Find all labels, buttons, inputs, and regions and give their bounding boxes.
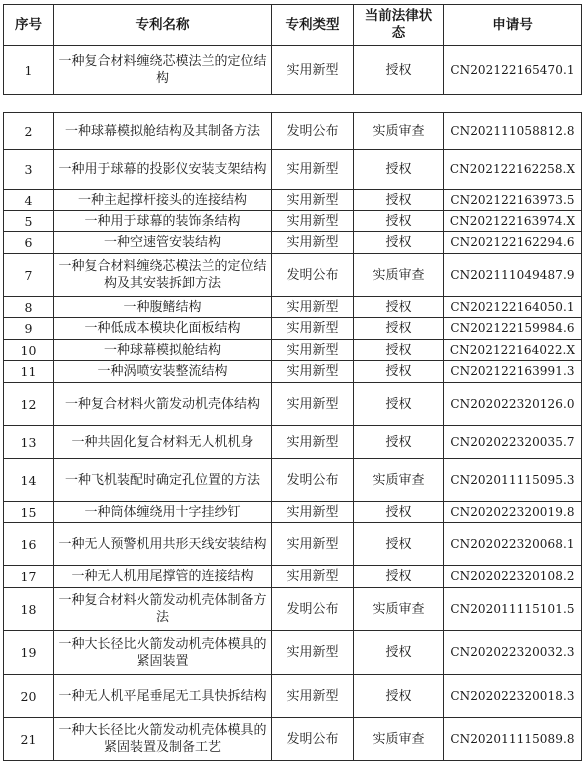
row-patent-name: 一种球幕模拟舱结构及其制备方法	[54, 113, 272, 150]
row-patent-type: 实用新型	[272, 232, 354, 254]
row-patent-type: 实用新型	[272, 340, 354, 361]
row-application-number: CN202111049487.9	[444, 254, 582, 297]
row-index: 4	[4, 190, 54, 211]
row-application-number: CN202022320108.2	[444, 566, 582, 588]
header-patent-type: 专利类型	[272, 5, 354, 46]
row-legal-status: 实质审查	[354, 459, 444, 502]
row-application-number: CN202122163974.X	[444, 211, 582, 232]
table-row	[4, 254, 582, 297]
row-application-number: CN202122162294.6	[444, 232, 582, 254]
table-row	[4, 361, 582, 383]
table-row	[4, 426, 582, 459]
row-index: 12	[4, 383, 54, 426]
row-patent-name: 一种无人机平尾垂尾无工具快拆结构	[54, 675, 272, 718]
row-index: 5	[4, 211, 54, 232]
row-patent-name: 一种球幕模拟舱结构	[54, 340, 272, 361]
row-patent-type: 实用新型	[272, 46, 354, 95]
row-legal-status: 授权	[354, 340, 444, 361]
table-row	[4, 46, 582, 95]
table-row	[4, 232, 582, 254]
row-application-number: CN202011115095.3	[444, 459, 582, 502]
row-patent-name: 一种涡喷安装整流结构	[54, 361, 272, 383]
table-header-row	[4, 5, 582, 46]
row-patent-name: 一种复合材料缠绕芯模法兰的定位结构及其安装拆卸方法	[54, 254, 272, 297]
row-patent-type: 实用新型	[272, 523, 354, 566]
row-application-number: CN202022320018.3	[444, 675, 582, 718]
table-row	[4, 566, 582, 588]
row-legal-status: 实质审查	[354, 588, 444, 631]
row-application-number: CN202022320068.1	[444, 523, 582, 566]
row-patent-name: 一种复合材料缠绕芯模法兰的定位结构	[54, 46, 272, 95]
row-legal-status: 授权	[354, 566, 444, 588]
row-patent-name: 一种空速管安装结构	[54, 232, 272, 254]
row-index: 1	[4, 46, 54, 95]
table-row	[4, 211, 582, 232]
row-legal-status: 授权	[354, 361, 444, 383]
row-patent-type: 发明公布	[272, 113, 354, 150]
row-legal-status: 授权	[354, 190, 444, 211]
row-patent-name: 一种大长径比火箭发动机壳体模具的紧固装置及制备工艺	[54, 718, 272, 761]
row-patent-name: 一种用于球幕的投影仪安装支架结构	[54, 150, 272, 190]
row-patent-name: 一种用于球幕的装饰条结构	[54, 211, 272, 232]
table-row	[4, 718, 582, 761]
row-patent-type: 发明公布	[272, 254, 354, 297]
row-patent-type: 实用新型	[272, 190, 354, 211]
row-patent-name: 一种筒体缠绕用十字挂纱钉	[54, 502, 272, 523]
row-index: 3	[4, 150, 54, 190]
row-index: 16	[4, 523, 54, 566]
row-index: 19	[4, 631, 54, 675]
row-patent-type: 发明公布	[272, 588, 354, 631]
table-row	[4, 340, 582, 361]
row-patent-name: 一种主起撑杆接头的连接结构	[54, 190, 272, 211]
table-row	[4, 190, 582, 211]
row-legal-status: 授权	[354, 426, 444, 459]
row-legal-status: 授权	[354, 150, 444, 190]
row-index: 9	[4, 318, 54, 340]
row-index: 11	[4, 361, 54, 383]
header-index: 序号	[4, 5, 54, 46]
row-legal-status: 授权	[354, 675, 444, 718]
row-index: 21	[4, 718, 54, 761]
row-patent-type: 实用新型	[272, 566, 354, 588]
row-patent-name: 一种飞机装配时确定孔位置的方法	[54, 459, 272, 502]
row-legal-status: 实质审查	[354, 113, 444, 150]
row-patent-type: 实用新型	[272, 502, 354, 523]
row-application-number: CN202122164022.X	[444, 340, 582, 361]
row-legal-status: 授权	[354, 318, 444, 340]
row-patent-type: 实用新型	[272, 361, 354, 383]
row-patent-name: 一种腹鳍结构	[54, 297, 272, 318]
table-row	[4, 297, 582, 318]
row-index: 8	[4, 297, 54, 318]
table-row	[4, 675, 582, 718]
table-row	[4, 383, 582, 426]
row-index: 7	[4, 254, 54, 297]
row-index: 18	[4, 588, 54, 631]
row-index: 17	[4, 566, 54, 588]
header-legal-status: 当前法律状态	[354, 5, 444, 46]
row-legal-status: 授权	[354, 232, 444, 254]
row-application-number: CN202122162258.X	[444, 150, 582, 190]
table-row	[4, 631, 582, 675]
row-application-number: CN202122165470.1	[444, 46, 582, 95]
row-application-number: CN202122159984.6	[444, 318, 582, 340]
row-patent-type: 实用新型	[272, 297, 354, 318]
table-row	[4, 113, 582, 150]
row-application-number: CN202022320035.7	[444, 426, 582, 459]
table-row	[4, 588, 582, 631]
row-application-number: CN202022320019.8	[444, 502, 582, 523]
row-patent-type: 实用新型	[272, 150, 354, 190]
row-patent-name: 一种无人预警机用共形天线安装结构	[54, 523, 272, 566]
row-patent-type: 实用新型	[272, 318, 354, 340]
row-patent-type: 发明公布	[272, 459, 354, 502]
row-index: 13	[4, 426, 54, 459]
row-index: 10	[4, 340, 54, 361]
patent-table-continued	[3, 112, 582, 761]
row-index: 6	[4, 232, 54, 254]
row-legal-status: 授权	[354, 46, 444, 95]
row-index: 15	[4, 502, 54, 523]
row-application-number: CN202122163973.5	[444, 190, 582, 211]
row-legal-status: 授权	[354, 211, 444, 232]
table-row	[4, 150, 582, 190]
row-legal-status: 授权	[354, 523, 444, 566]
row-application-number: CN202022320032.3	[444, 631, 582, 675]
table-row	[4, 502, 582, 523]
row-application-number: CN202111058812.8	[444, 113, 582, 150]
row-application-number: CN202122164050.1	[444, 297, 582, 318]
header-patent-name: 专利名称	[54, 5, 272, 46]
table-row	[4, 459, 582, 502]
row-application-number: CN202011115101.5	[444, 588, 582, 631]
row-patent-type: 实用新型	[272, 675, 354, 718]
row-patent-name: 一种低成本模块化面板结构	[54, 318, 272, 340]
row-application-number: CN202022320126.0	[444, 383, 582, 426]
row-application-number: CN202122163991.3	[444, 361, 582, 383]
row-patent-name: 一种复合材料火箭发动机壳体制备方法	[54, 588, 272, 631]
row-index: 2	[4, 113, 54, 150]
row-patent-name: 一种复合材料火箭发动机壳体结构	[54, 383, 272, 426]
row-patent-type: 实用新型	[272, 631, 354, 675]
row-patent-name: 一种无人机用尾撑管的连接结构	[54, 566, 272, 588]
patent-table-header-block	[3, 4, 582, 95]
row-patent-type: 实用新型	[272, 383, 354, 426]
row-legal-status: 授权	[354, 383, 444, 426]
row-legal-status: 实质审查	[354, 254, 444, 297]
row-legal-status: 授权	[354, 502, 444, 523]
row-legal-status: 授权	[354, 297, 444, 318]
row-legal-status: 授权	[354, 631, 444, 675]
row-patent-name: 一种共固化复合材料无人机机身	[54, 426, 272, 459]
row-legal-status: 实质审查	[354, 718, 444, 761]
table-row	[4, 523, 582, 566]
row-patent-type: 实用新型	[272, 426, 354, 459]
row-patent-name: 一种大长径比火箭发动机壳体模具的紧固装置	[54, 631, 272, 675]
row-application-number: CN202011115089.8	[444, 718, 582, 761]
table-row	[4, 318, 582, 340]
row-index: 20	[4, 675, 54, 718]
header-application-number: 申请号	[444, 5, 582, 46]
row-index: 14	[4, 459, 54, 502]
row-patent-type: 实用新型	[272, 211, 354, 232]
row-patent-type: 发明公布	[272, 718, 354, 761]
